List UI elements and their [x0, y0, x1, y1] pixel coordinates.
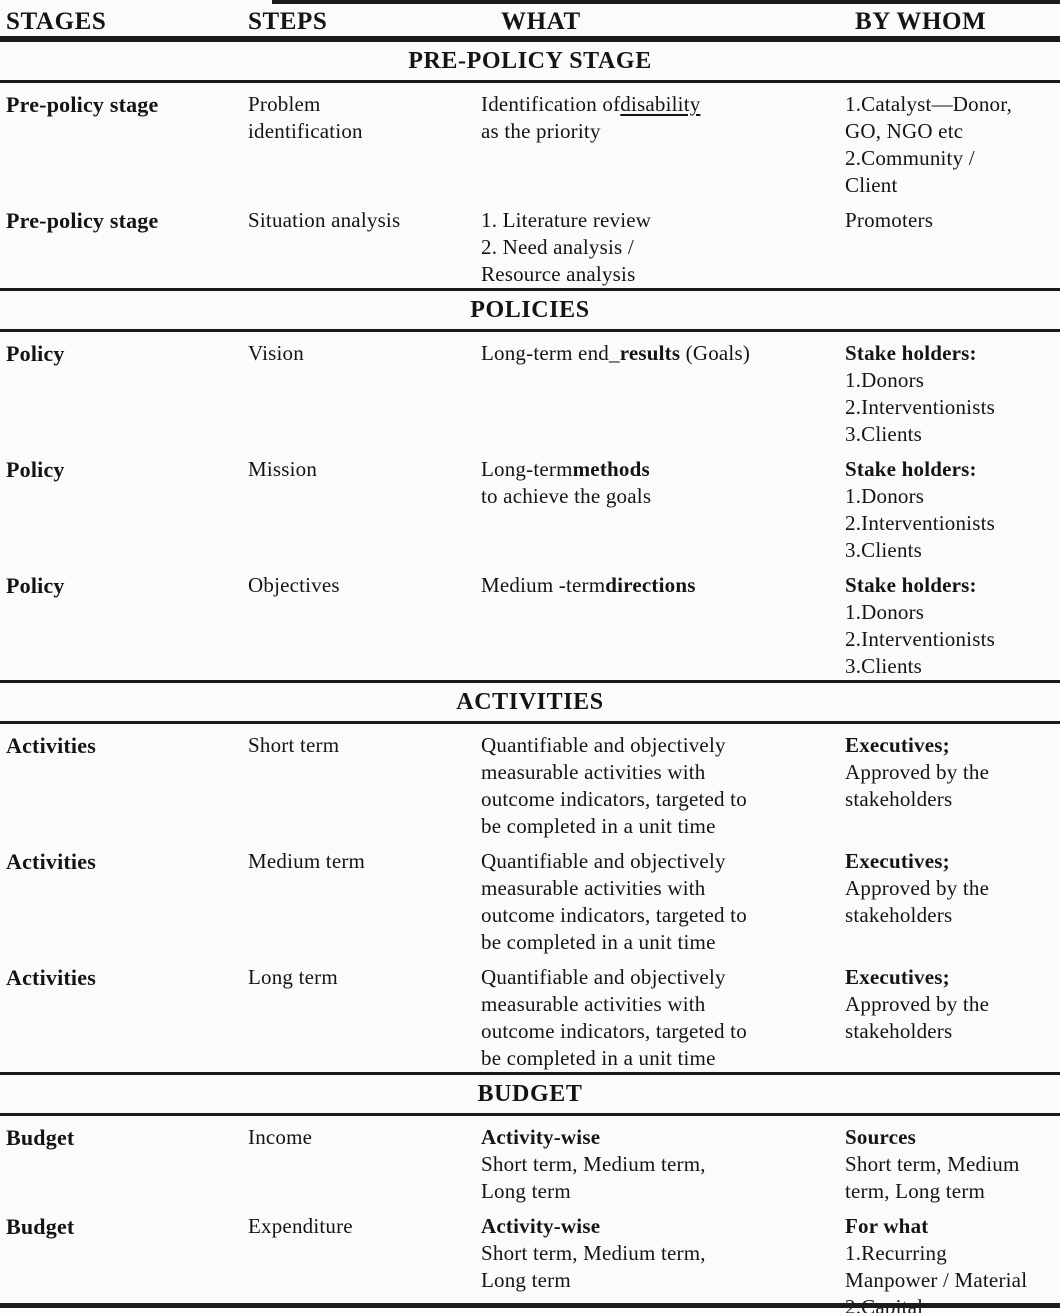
text-line [481, 207, 839, 234]
what-cell [481, 724, 845, 840]
text-segment: Expenditure [248, 1214, 353, 1238]
text-line [481, 1213, 839, 1240]
text-segment: 2. Need analysis / [481, 235, 634, 259]
text-segment: stakeholders [845, 1019, 953, 1043]
text-line [845, 456, 1052, 483]
text-line [481, 456, 839, 483]
text-line [6, 848, 248, 875]
stage-cell [6, 1116, 248, 1205]
by-whom-cell [845, 564, 1052, 680]
text-line [6, 1124, 248, 1151]
text-line [845, 367, 1052, 394]
text-line [248, 572, 481, 599]
text-segment: Situation analysis [248, 208, 401, 232]
step-cell [248, 1116, 481, 1205]
text-line [481, 91, 839, 118]
text-line [845, 1018, 1052, 1045]
text-line [481, 234, 839, 261]
text-segment: results [619, 341, 681, 365]
table-row [0, 724, 1060, 840]
text-line [845, 732, 1052, 759]
table-row [0, 1116, 1060, 1205]
text-segment: Executives; [845, 849, 950, 873]
text-segment: Mission [248, 457, 318, 481]
table-row [0, 1205, 1060, 1313]
text-segment: Long-term end [481, 341, 609, 365]
table-row [0, 564, 1060, 680]
text-line [481, 848, 839, 875]
text-line [6, 456, 248, 483]
text-line [481, 118, 839, 145]
text-segment: methods [572, 457, 650, 481]
text-segment: Approved by the [845, 876, 990, 900]
text-line [6, 1213, 248, 1240]
text-line [248, 732, 481, 759]
text-line [845, 1213, 1052, 1240]
text-segment: Short term [248, 733, 340, 757]
step-cell [248, 564, 481, 680]
column-header-stages: STAGES [6, 8, 107, 35]
text-line [845, 786, 1052, 813]
text-line [6, 207, 248, 234]
text-line [481, 759, 839, 786]
text-segment: Executives; [845, 965, 950, 989]
text-segment: Vision [248, 341, 304, 365]
column-header-steps: STEPS [248, 8, 328, 35]
text-segment: stakeholders [845, 903, 953, 927]
text-segment: 1.Donors [845, 600, 925, 624]
text-segment: Budget [6, 1125, 75, 1150]
what-cell [481, 1116, 845, 1205]
text-segment: Short term, Medium [845, 1152, 1020, 1176]
text-segment: 3.Clients [845, 422, 923, 446]
table-row [0, 83, 1060, 199]
text-segment: outcome indicators, targeted to [481, 903, 747, 927]
text-line [248, 91, 481, 118]
text-segment: GO, NGO etc [845, 119, 964, 143]
text-segment: Stake holders: [845, 341, 977, 365]
text-line [248, 848, 481, 875]
table-row [0, 199, 1060, 288]
text-line [845, 964, 1052, 991]
text-segment: Quantifiable and objectively [481, 733, 726, 757]
text-segment: measurable activities with [481, 992, 706, 1016]
text-line [248, 118, 481, 145]
text-segment: 1.Donors [845, 484, 925, 508]
text-line [481, 786, 839, 813]
text-line [248, 456, 481, 483]
by-whom-cell [845, 199, 1052, 288]
text-segment: Pre-policy stage [6, 208, 159, 233]
text-segment: identification [248, 119, 363, 143]
table-header-row [0, 0, 1060, 36]
text-segment: measurable activities with [481, 760, 706, 784]
by-whom-cell [845, 724, 1052, 840]
text-line [481, 572, 839, 599]
text-line [481, 1240, 839, 1267]
text-segment: 2.Interventionists [845, 627, 995, 651]
text-segment: 1.Recurring [845, 1241, 947, 1265]
text-segment: Approved by the [845, 992, 990, 1016]
text-line [845, 1240, 1052, 1267]
what-cell [481, 564, 845, 680]
text-line [481, 1018, 839, 1045]
text-line [6, 732, 248, 759]
step-cell [248, 83, 481, 199]
what-cell [481, 448, 845, 564]
section-title: PRE-POLICY STAGE [408, 48, 652, 74]
text-line [481, 261, 839, 288]
text-segment: Executives; [845, 733, 950, 757]
text-segment: 2.Community / [845, 146, 975, 170]
text-segment: 1.Catalyst—Donor, [845, 92, 1013, 116]
text-line [6, 91, 248, 118]
what-cell [481, 956, 845, 1072]
text-segment: Quantifiable and objectively [481, 965, 726, 989]
bottom-rule [0, 1303, 1060, 1308]
by-whom-cell [845, 83, 1052, 199]
text-segment: Policy [6, 573, 65, 598]
text-line [248, 1124, 481, 1151]
text-line [845, 848, 1052, 875]
text-line [248, 340, 481, 367]
text-line [481, 1045, 839, 1072]
text-line [845, 207, 1052, 234]
text-segment: Income [248, 1125, 313, 1149]
text-line [845, 510, 1052, 537]
text-line [481, 813, 839, 840]
text-line [845, 991, 1052, 1018]
text-line [845, 572, 1052, 599]
text-segment: Medium term [248, 849, 366, 873]
text-segment: Approved by the [845, 760, 990, 784]
stage-cell [6, 564, 248, 680]
by-whom-cell [845, 1205, 1052, 1313]
text-line [481, 964, 839, 991]
by-whom-cell [845, 332, 1052, 448]
text-line [845, 483, 1052, 510]
text-line [6, 340, 248, 367]
text-line [248, 964, 481, 991]
table-row [0, 448, 1060, 564]
text-line [845, 599, 1052, 626]
text-line [481, 902, 839, 929]
text-line [481, 732, 839, 759]
by-whom-cell [845, 1116, 1052, 1205]
text-line [845, 118, 1052, 145]
table-row [0, 956, 1060, 1072]
what-cell [481, 1205, 845, 1313]
what-cell [481, 332, 845, 448]
text-line [845, 902, 1052, 929]
text-line [248, 207, 481, 234]
text-segment: outcome indicators, targeted to [481, 1019, 747, 1043]
text-line [845, 537, 1052, 564]
text-segment: Sources [845, 1125, 917, 1149]
text-segment: Policy [6, 457, 65, 482]
text-segment: term, Long term [845, 1179, 986, 1203]
text-line [845, 653, 1052, 680]
text-segment: outcome indicators, targeted to [481, 787, 747, 811]
text-line [845, 421, 1052, 448]
text-segment: Activity-wise [481, 1214, 601, 1238]
step-cell [248, 448, 481, 564]
section-title: BUDGET [477, 1081, 583, 1107]
text-segment: 1. Literature review [481, 208, 652, 232]
text-line [481, 340, 839, 367]
text-segment: Problem [248, 92, 321, 116]
text-segment: be completed in a unit time [481, 1046, 716, 1070]
text-segment: as the priority [481, 119, 601, 143]
stage-cell [6, 83, 248, 199]
text-line [6, 964, 248, 991]
column-header-by-whom: BY WHOM [855, 8, 987, 35]
text-segment: Objectives [248, 573, 340, 597]
text-segment: disability [620, 92, 701, 116]
text-segment: Activities [6, 733, 96, 758]
text-line [248, 1213, 481, 1240]
stage-cell [6, 199, 248, 288]
text-line [6, 572, 248, 599]
stage-cell [6, 840, 248, 956]
text-line [845, 394, 1052, 421]
step-cell [248, 332, 481, 448]
by-whom-cell [845, 840, 1052, 956]
text-segment: Budget [6, 1214, 75, 1239]
table-body [0, 39, 1060, 1313]
top-rule [272, 0, 1060, 4]
stage-cell [6, 332, 248, 448]
text-segment: Stake holders: [845, 573, 977, 597]
text-segment: 2.Interventionists [845, 395, 995, 419]
text-line [481, 991, 839, 1018]
text-line [845, 1178, 1052, 1205]
text-segment: 1.Donors [845, 368, 925, 392]
text-segment: (Goals) [680, 341, 751, 365]
text-line [845, 145, 1052, 172]
text-line [845, 626, 1052, 653]
text-line [845, 1267, 1052, 1294]
text-segment: Activity-wise [481, 1125, 601, 1149]
text-line [481, 1178, 839, 1205]
text-segment: Activities [6, 965, 96, 990]
stage-cell [6, 1205, 248, 1313]
text-line [845, 91, 1052, 118]
column-header-what: WHAT [501, 8, 581, 35]
text-line [481, 929, 839, 956]
text-line [481, 1124, 839, 1151]
text-segment: Manpower / Material [845, 1268, 1028, 1292]
text-line [481, 1267, 839, 1294]
text-line [845, 172, 1052, 199]
what-cell [481, 840, 845, 956]
text-line [845, 1151, 1052, 1178]
step-cell [248, 956, 481, 1072]
stage-cell [6, 448, 248, 564]
text-line [845, 1124, 1052, 1151]
text-segment: Client [845, 173, 898, 197]
text-segment: Long term [481, 1268, 571, 1292]
text-segment: measurable activities with [481, 876, 706, 900]
text-segment: Promoters [845, 208, 934, 232]
text-segment: Stake holders: [845, 457, 977, 481]
text-line [845, 340, 1052, 367]
text-segment: 2.Interventionists [845, 511, 995, 535]
by-whom-cell [845, 448, 1052, 564]
text-segment: to achieve the goals [481, 484, 652, 508]
step-cell [248, 199, 481, 288]
stage-cell [6, 956, 248, 1072]
text-segment: be completed in a unit time [481, 930, 716, 954]
text-line [481, 483, 839, 510]
section-title: POLICIES [470, 297, 590, 323]
text-segment: Policy [6, 341, 65, 366]
text-segment: 3.Clients [845, 538, 923, 562]
text-segment: be completed in a unit time [481, 814, 716, 838]
by-whom-cell [845, 956, 1052, 1072]
stage-cell [6, 724, 248, 840]
text-segment: stakeholders [845, 787, 953, 811]
table-row [0, 840, 1060, 956]
text-segment: Long term [481, 1179, 571, 1203]
text-segment: Resource analysis [481, 262, 636, 286]
text-line [845, 875, 1052, 902]
text-segment: Long-term [481, 457, 573, 481]
text-segment: Activities [6, 849, 96, 874]
what-cell [481, 83, 845, 199]
text-segment: For what [845, 1214, 929, 1238]
text-segment: 3.Clients [845, 654, 923, 678]
text-segment: Quantifiable and objectively [481, 849, 726, 873]
text-segment: Long term [248, 965, 338, 989]
text-line [481, 1151, 839, 1178]
step-cell [248, 724, 481, 840]
text-segment: Short term, Medium term, [481, 1152, 706, 1176]
text-segment: _ [608, 341, 620, 365]
step-cell [248, 1205, 481, 1313]
text-line [481, 875, 839, 902]
text-segment: Medium -term [481, 573, 606, 597]
text-segment: directions [605, 573, 696, 597]
step-cell [248, 840, 481, 956]
table-row [0, 332, 1060, 448]
section-title: ACTIVITIES [456, 689, 604, 715]
text-segment: Short term, Medium term, [481, 1241, 706, 1265]
text-segment: Pre-policy stage [6, 92, 159, 117]
what-cell [481, 199, 845, 288]
text-segment: Identification of [481, 92, 621, 116]
text-line [845, 759, 1052, 786]
